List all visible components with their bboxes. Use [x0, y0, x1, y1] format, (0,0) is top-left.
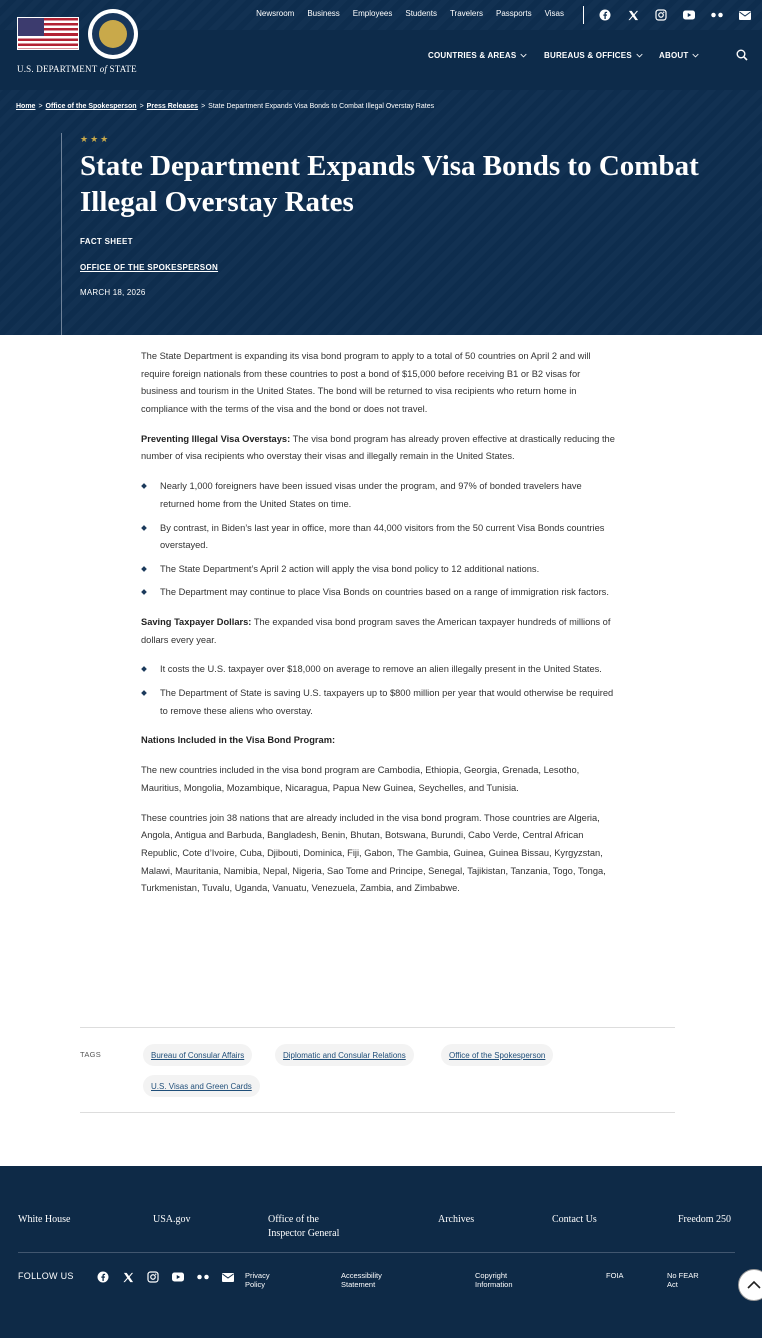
footer-social-links	[96, 1270, 246, 1284]
footer-link-foia[interactable]: FOIA	[606, 1271, 624, 1280]
section-nations-heading: Nations Included in the Visa Bond Program:	[141, 735, 336, 746]
utility-link-employees[interactable]: Employees	[352, 9, 393, 18]
flickr-icon[interactable]	[709, 7, 725, 23]
tag-office-spokesperson[interactable]: Office of the Spokesperson	[441, 1044, 553, 1066]
stars-decoration: ★★★	[80, 134, 111, 144]
tag-bureau-consular-affairs[interactable]: Bureau of Consular Affairs	[143, 1044, 252, 1066]
facebook-icon[interactable]	[597, 7, 613, 23]
main-nav	[428, 51, 527, 60]
page-title: State Department Expands Visa Bonds to Combat Illegal Overstay Rates	[80, 150, 699, 218]
back-to-top-button[interactable]	[738, 1269, 762, 1301]
main-nav-3	[659, 51, 699, 60]
overstays-list	[141, 478, 616, 602]
breadcrumb-home[interactable]: Home	[16, 103, 36, 110]
footer-divider	[18, 1252, 735, 1253]
list-item: It costs the U.S. taxpayer over $18,000 on average to remove an alien illegally present in the United States.	[141, 661, 616, 679]
footer-link-usa-gov[interactable]: USA.gov	[153, 1214, 191, 1225]
utility-link-business[interactable]: Business	[307, 9, 340, 18]
footer-link-contact-us[interactable]: Contact Us	[552, 1214, 597, 1225]
us-flag-logo[interactable]	[17, 17, 79, 50]
tags-label: TAGS	[80, 1050, 102, 1059]
department-seal-logo[interactable]	[88, 9, 138, 59]
chevron-down-icon	[636, 52, 643, 59]
breadcrumb-office-spokesperson[interactable]: Office of the Spokesperson	[45, 103, 137, 110]
utility-divider	[583, 6, 584, 24]
email-icon[interactable]	[221, 1270, 235, 1284]
utility-link-passports[interactable]: Passports	[496, 9, 532, 18]
list-item: The State Department’s April 2 action will apply the visa bond policy to 12 additional nations.	[141, 561, 616, 579]
x-icon[interactable]	[121, 1270, 135, 1284]
new-countries-paragraph: The new countries included in the visa bond program are Cambodia, Ethiopia, Georgia, Grenada, Lesotho, Mauritius, Mongolia, Mozambique, Nicaragua, Papua New Guinea, Seychelles, and Tunisia.	[141, 765, 580, 793]
chevron-up-icon	[746, 1280, 762, 1290]
tag-visas-green-cards[interactable]: U.S. Visas and Green Cards	[143, 1075, 260, 1097]
tags-top-divider	[80, 1027, 675, 1028]
flickr-icon[interactable]	[196, 1270, 210, 1284]
utility-link-students[interactable]: Students	[405, 9, 437, 18]
footer-link-copyright[interactable]: Copyright Information	[475, 1271, 513, 1289]
chevron-down-icon	[520, 52, 527, 59]
utility-links	[243, 9, 564, 18]
section-taxpayer: Saving Taxpayer Dollars: The expanded visa bond program saves the American taxpayer hundreds of millions of dollars every year.	[141, 616, 611, 645]
follow-us-label: FOLLOW US	[18, 1271, 74, 1281]
nav-bureaus-offices[interactable]: BUREAUS & OFFICES	[544, 51, 643, 60]
hero-accent-line	[61, 133, 62, 335]
breadcrumb: Home > Office of the Spokesperson > Press Releases > State Department Expands Visa Bonds to Combat Illegal Overstay Rates	[16, 103, 435, 110]
utility-link-visas[interactable]: Visas	[544, 9, 564, 18]
breadcrumb-current: State Department Expands Visa Bonds to Combat Illegal Overstay Rates	[208, 103, 435, 110]
article-type: FACT SHEET	[80, 237, 133, 246]
instagram-icon[interactable]	[146, 1270, 160, 1284]
search-icon[interactable]	[736, 49, 748, 61]
youtube-icon[interactable]	[681, 7, 697, 23]
footer-link-privacy-policy[interactable]: Privacy Policy	[245, 1271, 270, 1289]
x-icon[interactable]	[625, 7, 641, 23]
department-wordmark[interactable]: U.S. DEPARTMENT of STATE	[17, 64, 137, 74]
flag-union	[18, 18, 44, 36]
list-item: The Department of State is saving U.S. taxpayers up to $800 million per year that would otherwise be required to remove these aliens who overstay.	[141, 685, 616, 720]
nav-about[interactable]: ABOUT	[659, 51, 699, 60]
instagram-icon[interactable]	[653, 7, 669, 23]
main-nav-2	[544, 51, 643, 60]
header-social-links	[597, 7, 762, 23]
article-body	[141, 348, 616, 910]
tags-bottom-divider	[80, 1112, 675, 1113]
list-item: Nearly 1,000 foreigners have been issued visas under the program, and 97% of bonded travelers have returned home from the United States on time.	[141, 478, 616, 513]
list-item: By contrast, in Biden’s last year in office, more than 44,000 visitors from the 50 current Visa Bonds countries overstayed.	[141, 520, 616, 555]
footer-link-inspector-general[interactable]: Office of the Inspector General	[268, 1214, 340, 1239]
list-item: The Department may continue to place Visa Bonds on countries based on a range of immigration risk factors.	[141, 584, 616, 602]
breadcrumb-press-releases[interactable]: Press Releases	[146, 103, 199, 110]
tag-diplomatic-consular-relations[interactable]: Diplomatic and Consular Relations	[275, 1044, 414, 1066]
facebook-icon[interactable]	[96, 1270, 110, 1284]
nav-countries-areas[interactable]: COUNTRIES & AREAS	[428, 51, 527, 60]
chevron-down-icon	[692, 52, 699, 59]
utility-link-newsroom[interactable]: Newsroom	[256, 9, 295, 18]
email-icon[interactable]	[737, 7, 753, 23]
existing-countries-paragraph: These countries join 38 nations that are already included in the visa bond program. Those countries are Algeria, Angola, Antigua and Barbuda, Bangladesh, Benin, Bhutan, Botswana, Burundi, Cabo Verde, Central African Republic, Cote d’Ivoire, Cuba, Djibouti, Dominica, Fiji, Gabon, The Gambia, Guinea, Guinea Bissau, Kyrgyzstan, Malawi, Mauritania, Namibia, Nepal, Nigeria, Sao Tome and Principe, Senegal, Tajikistan, Tanzania, Togo, Tonga, Turkmenistan, Tuvalu, Uganda, Vanuatu, Venezuela, Zambia, and Zimbabwe.	[141, 812, 606, 894]
section-overstays: Preventing Illegal Visa Overstays: The visa bond program has already proven effective at drastically reducing the number of visa recipients who overstay their visas and illegally remain in the United States.	[141, 433, 615, 462]
article-office-link[interactable]: OFFICE OF THE SPOKESPERSON	[80, 263, 219, 272]
article-date: MARCH 18, 2026	[80, 288, 146, 297]
intro-paragraph: The State Department is expanding its visa bond program to apply to a total of 50 countries on April 2 and will require foreign nationals from these countries to post a bond of $15,000 before receiving B1 or B2 visas for business and tourism in the United States. The bond will be returned to visa recipients who return home in compliance with the terms of the visa and the bond or does not travel.	[141, 351, 591, 414]
footer-link-white-house[interactable]: White House	[18, 1214, 71, 1225]
youtube-icon[interactable]	[171, 1270, 185, 1284]
footer-link-no-fear-act[interactable]: No FEAR Act	[667, 1271, 699, 1289]
footer-link-archives[interactable]: Archives	[438, 1214, 475, 1225]
taxpayer-list	[141, 661, 616, 720]
utility-link-travelers[interactable]: Travelers	[449, 9, 483, 18]
footer-link-accessibility[interactable]: Accessibility Statement	[341, 1271, 382, 1289]
footer-link-freedom-250[interactable]: Freedom 250	[678, 1214, 732, 1225]
